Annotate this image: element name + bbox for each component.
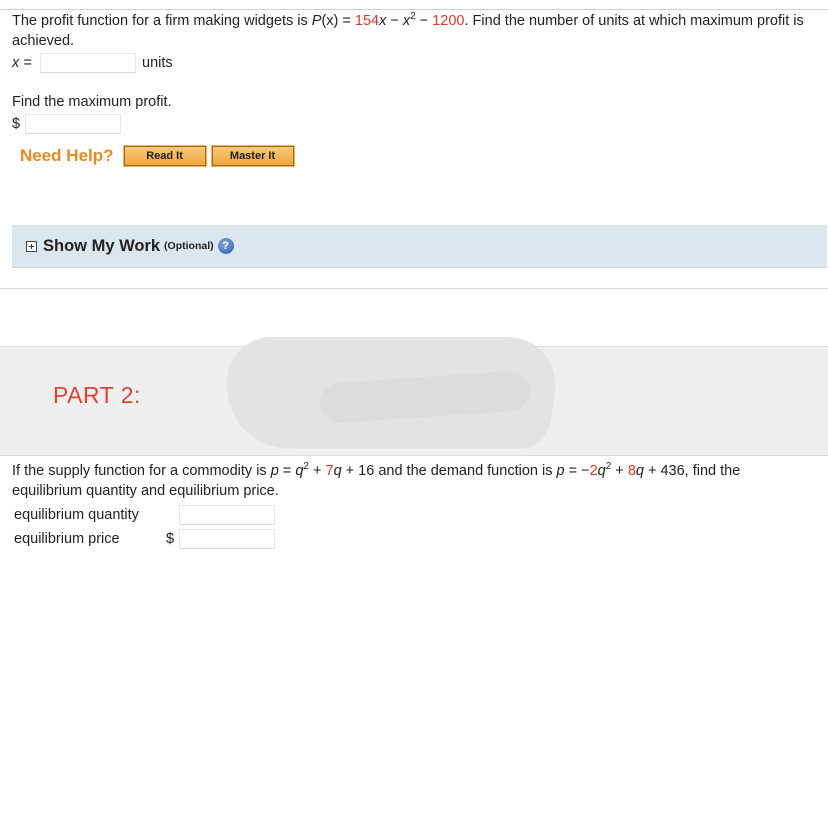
section-divider <box>0 288 828 289</box>
q1-fn-name: P <box>311 13 322 29</box>
q2-q1: q <box>295 463 304 479</box>
q1-var-x: x <box>379 13 387 29</box>
profit-currency: $ <box>12 116 21 132</box>
q2-text-3: + 436, find the equilibrium quantity and equilibrium price. <box>12 463 741 499</box>
q2-plus1: + <box>308 463 326 479</box>
question-1-text <box>12 11 812 51</box>
eq-price-label: equilibrium price <box>14 531 120 547</box>
q2-eq1: = <box>278 463 296 479</box>
q1-minus: − <box>386 13 403 29</box>
q2-coef-7: 7 <box>325 463 334 479</box>
eq-price-currency: $ <box>166 531 175 547</box>
show-my-work-panel[interactable] <box>12 225 827 268</box>
optional-label: (Optional) <box>164 240 214 252</box>
q2-text-2: + 16 and the demand function is <box>341 463 557 479</box>
q1-const-1200: 1200 <box>432 13 465 29</box>
x-answer-row <box>12 52 173 74</box>
help-question-icon[interactable]: ? <box>218 238 234 254</box>
units-label: units <box>142 55 173 71</box>
q1-coef-154: 154 <box>354 13 380 29</box>
q2-exp1: 2 <box>303 461 309 472</box>
read-it-button[interactable]: Read It <box>124 146 206 166</box>
eq-price-input[interactable] <box>179 529 275 549</box>
question-2-text <box>12 461 812 501</box>
q1-var-x2: x <box>402 13 411 29</box>
need-help-label: Need Help? <box>20 146 114 165</box>
top-divider <box>0 9 828 10</box>
q2-q1b: q <box>333 463 342 479</box>
eq-quantity-row <box>14 504 275 526</box>
need-help-bar <box>20 146 300 166</box>
q2-p2: p <box>556 463 565 479</box>
eq-price-row <box>14 528 275 550</box>
q2-plus2: + <box>611 463 628 479</box>
part-2-label: PART 2: <box>53 382 141 408</box>
eq-quantity-label: equilibrium quantity <box>14 507 139 523</box>
q1-text-prefix: The profit function for a firm making widgets is <box>12 13 312 29</box>
q1-text-suffix: . Find the number of units at which maximum profit is achieved. <box>12 13 804 49</box>
q2-exp2: 2 <box>605 461 612 472</box>
q2-coef-2: 2 <box>589 463 598 479</box>
profit-answer-row <box>12 113 121 135</box>
master-it-button[interactable]: Master It <box>212 146 294 166</box>
part-2-banner <box>0 346 828 456</box>
q2-eq2: = − <box>564 463 590 479</box>
q2-p1: p <box>270 463 279 479</box>
max-profit-prompt: Find the maximum profit. <box>12 94 172 110</box>
x-label: x = <box>12 55 32 71</box>
expand-plus-icon[interactable] <box>26 241 37 252</box>
q2-text-1: If the supply function for a commodity is <box>12 463 271 479</box>
max-profit-input[interactable] <box>25 114 121 134</box>
eq-quantity-input[interactable] <box>179 505 275 525</box>
q1-fn-arg: (x) = <box>321 13 355 29</box>
x-units-input[interactable] <box>40 53 136 73</box>
q1-exp-2: 2 <box>410 11 416 22</box>
q1-minus2: − <box>415 13 433 29</box>
q2-coef-8: 8 <box>627 463 636 479</box>
show-my-work-title[interactable]: Show My Work <box>43 236 161 255</box>
q2-q3: q <box>635 463 644 479</box>
q2-q2: q <box>597 463 606 479</box>
